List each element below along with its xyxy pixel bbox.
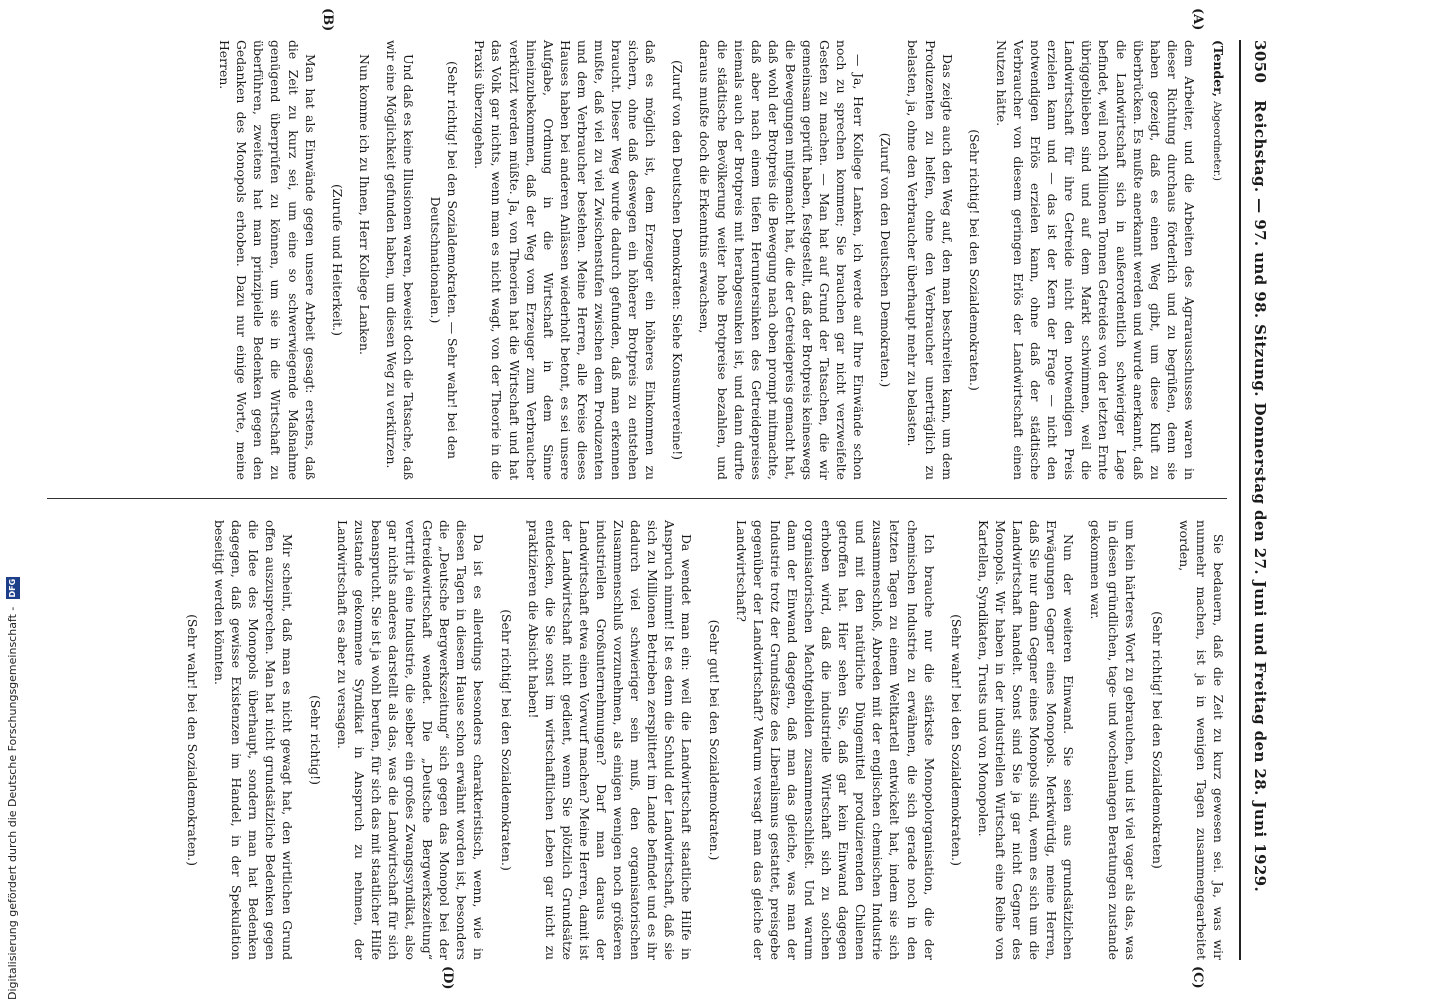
stage-direction: (Sehr richtig!) [307, 695, 323, 785]
speaker-line [1208, 40, 1227, 480]
margin-mark-d: (D) [440, 966, 455, 990]
paragraph: Sie bedauern, daß die Zeit zu kurz gewesen sei. Ja, was wir nunmehr machen, ist ja in wenigen Tagen zusammengearbeitet worden, [1176, 520, 1226, 960]
stage-direction: (Zuruf von den Deutschen Demokraten: Siehe Konsumvereine!) [670, 59, 686, 461]
paragraph: Nun komme ich zu Ihnen, Herr Kollege Lanken. [356, 54, 372, 355]
stage-direction: (Sehr richtig! bei den Sozialdemokraten.) [966, 129, 982, 391]
margin-mark-a: (A) [1190, 8, 1205, 31]
paragraph: — Ja, Herr Kollege Lanken, ich werde auf Ihre Einwände schon noch zu sprechen kommen; Sie brauchen gar nicht verzweifelte Gesten zu machen. — Man hat auf Grund der Tatsachen, die wir gemeinsam geprüft haben, festgestellt, daß der Brotpreis keineswegs die Bewegungen mitgemacht hat, die der Getreidepreis gemacht hat, daß wohl der Brotpreis die Bewegung nach oben prompt mitmachte, daß aber nach einem tiefen Heruntersinken des Getreidepreises niemals auch der Brotpreis mit herabgesunken ist, und dann durfte die städtische Bevölkerung weiter hohe Brotpreise bezahlen, und daraus mußte doch die Erkenntnis erwachsen, [697, 40, 867, 480]
margin-mark-c: (C) [1190, 966, 1205, 989]
margin-mark-b: (B) [320, 8, 335, 32]
stage-direction: (Zuruf von den Deutschen Demokraten.) [878, 132, 894, 388]
speaker-role: Abgeordneter.) [1211, 101, 1223, 182]
stage-direction: (Sehr wahr! bei den Sozialdemokraten.) [185, 614, 201, 866]
paragraph: dem Arbeiter, und die Arbeiten des Agrarausschusses waren in dieser Richtung durchaus förderlich und zu begrüßen, denn sie haben gezeigt, daß es einen Weg gibt, um diese Kluft zu überbrücken. Es mußte anerkannt werden und wurde anerkannt, daß die Landwirtschaft sich in außerordentlich schwieriger Lage befindet, weil noch Millionen Tonnen Getreides von der letzten Ernte übriggeblieben sind und auf dem Markt schwimmen, weil die Landwirtschaft für ihre Getreide nicht den notwendigen Preis erzielen kann und — das ist der Kern der Frage — nicht den notwendigen Erlös erzielen kann, ohne daß der städtische Verbraucher von diesem geringen Erlös der Landwirtschaft einen Nutzen hätte. [993, 40, 1197, 480]
stage-direction: (Sehr gut! bei den Sozialdemokraten.) [706, 619, 722, 861]
stage-direction: (Sehr richtig! bei den Sozialdemokraten) [1149, 611, 1165, 869]
stage-direction: (Sehr richtig! bei den Sozialdemokraten. — Sehr wahr! bei den Deutschnationalen.) [428, 61, 461, 459]
paragraph: Und daß es keine Illusionen waren, beweist doch die Tatsache, daß wir eine Möglichkeit gefunden haben, um diesen Weg zu verkürzen. [383, 40, 417, 480]
left-column [206, 40, 1227, 480]
paragraph: Nun der weiteren Einwand. Sie seien aus grundsätzlichen Erwägungen Gegner eines Monopols. Merkwürdig, meine Herren, daß Sie nur dann Gegner eines Monopols sind, wenn es sich um die Landwirtschaft handelt. Sonst sind Sie ja gar nicht Gegner des Monopols. Wir haben in der industriellen Wirtschaft eine Reihe von Kartellen, Syndikaten, Trusts und von Monopolen. [975, 520, 1077, 960]
paragraph: daß es möglich ist, dem Erzeuger ein höheres Einkommen zu sichern, ohne daß deswegen ein höherer Brotpreis zu entstehen braucht. Dieser Weg wurde dadurch gefunden, daß man erkennen mußte, daß viel zu viel Zwischenstufen zwischen dem Produzenten und dem Verbraucher bestehen. Meine Herren, alle Kreise dieses Hauses haben bei anderen Anlässen wiederholt betont, es sei unsere Aufgabe, Ordnung in die Wirtschaft in dem Sinne hineinzubekommen, daß der Weg vom Erzeuger zum Verbraucher verkürzt werden müßte. Ja, von Theorien hat die Wirtschaft und hat das Volk gar nichts, wenn man es nicht wagt, von der Theorie in die Praxis überzugehen. [472, 40, 659, 480]
dfg-logo: DFG [6, 577, 20, 599]
paragraph: Da ist es allerdings besonders charakteristisch, wenn, wie in diesen Tagen in diesem Hause schon erwähnt worden ist, besonders die „Deutsche Bergwerkszeitung“ sich gegen das Monopol bei der Getreidewirtschaft wendet. Die „Deutsche Bergwerkszeitung“ vertritt ja eine Industrie, die selber ein großes Zwangssyndikat, also gar nichts anderes darstellt als das, was die Landwirtschaft für sich beansprucht. Sie ist ja wohl berufen, für sich das mit staatlicher Hilfe zustande gekommene Syndikat in Anspruch zu nehmen, der Landwirtschaft es aber zu versagen. [334, 520, 487, 960]
stage-direction: (Zurufe und Heiterkeit.) [329, 184, 345, 336]
credit-text: Digitalisierung gefördert durch die Deutsche Forschungsgemeinschaft - [6, 606, 19, 1000]
digitization-credit [4, 0, 22, 1000]
paragraph: Da wendet man ein: weil die Landwirtschaft staatliche Hilfe in Anspruch nimmt! Ist es denn die Schuld der Landwirtschaft, daß sie sich zu Millionen Betrieben zersplittert im Lande befindet und es ihr dadurch viel schwieriger sein muß, den organisatorischen Zusammenschluß vorzunehmen, als einigen wenigen noch größeren industriellen Großunternehmungen? Darf man daraus der Landwirtschaft etwa einen Vorwurf machen? Meine Herren, damit ist der Landwirtschaft nicht gedient, wenn Sie plötzlich Grundsätze entdecken, die Sie sonst im wirtschaftlichen Leben gar nicht zu praktizieren die Absicht haben! [525, 520, 695, 960]
page-header [1239, 40, 1275, 960]
paragraph: Mir scheint, daß man es nicht gewagt hat, den wirtlichen Grund offen auszusprechen. Man hat nicht grundsätzliche Bedenken gegen die Idee des Monopols überhaupt, sondern man hat Bedenken dagegen, daß gewisse Existenzen im Handel, in der Spekulation beseitigt werden könnten. [212, 520, 296, 960]
session-title: Reichstag. — 97. und 98. Sitzung. Donnerstag den 27. Juni und Freitag den 28. Juni 1929. [1251, 100, 1269, 893]
paragraph: um kein härteres Wort zu gebrauchen, und ist viel vager als das, was in diesen gründlichen, tage- und wochenlangen Beratungen zustande gekommen war. [1088, 520, 1138, 960]
stage-direction: (Sehr wahr! bei den Sozialdemokraten.) [948, 614, 964, 866]
column-divider [47, 498, 1227, 499]
paragraph: Man hat als Einwände gegen unsere Arbeit gesagt: erstens, daß die Zeit zu kurz sei, um eine so schwerwiegende Maßnahme genügend überprüfen zu können, um sie in die Wirtschaft zu überführen, zweitens hat man prinzipielle Bedenken gegen den Gedanken des Monopols erhoben. Dazu nur einige Worte, meine Herren. [217, 40, 318, 480]
page-number: 3050 [1251, 40, 1269, 84]
paragraph: Das zeigte auch den Weg auf, den man beschreiten kann, um dem Produzenten zu helfen, ohne den Verbraucher unerträglich zu belasten, ja, ohne den Verbraucher überhaupt mehr zu belasten. [905, 40, 955, 480]
right-column [174, 520, 1227, 960]
speaker-name: (Tender, [1211, 40, 1226, 98]
stage-direction: (Sehr richtig! bei den Sozialdemokraten.) [498, 609, 514, 871]
paragraph: Ich brauche nur die stärkste Monopolorganisation, die der chemischen Industrie zu erwähnen, die sich gerade noch in den letzten Tagen zu einem Weltkartell entwickelt hat, indem sie sich zusammenschloß, Abreden mit der englischen chemischen Industrie und mit den natürliche Düngemittel produzierenden Chilenen getroffen hat. Hier sehen Sie, daß gar kein Einwand dagegen erhoben wird, daß die industrielle Wirtschaft sich zu solchen organisatorischen Machtgebilden zusammenschließt. Und warum dann der Einwand dagegen, daß man das gleiche, was man der Industrie trotz der Grundsätze des Liberalismus gestattet, preisgebe gegenüber der Landwirtschaft? Warum versagt man das gleiche der Landwirtschaft? [733, 520, 937, 960]
